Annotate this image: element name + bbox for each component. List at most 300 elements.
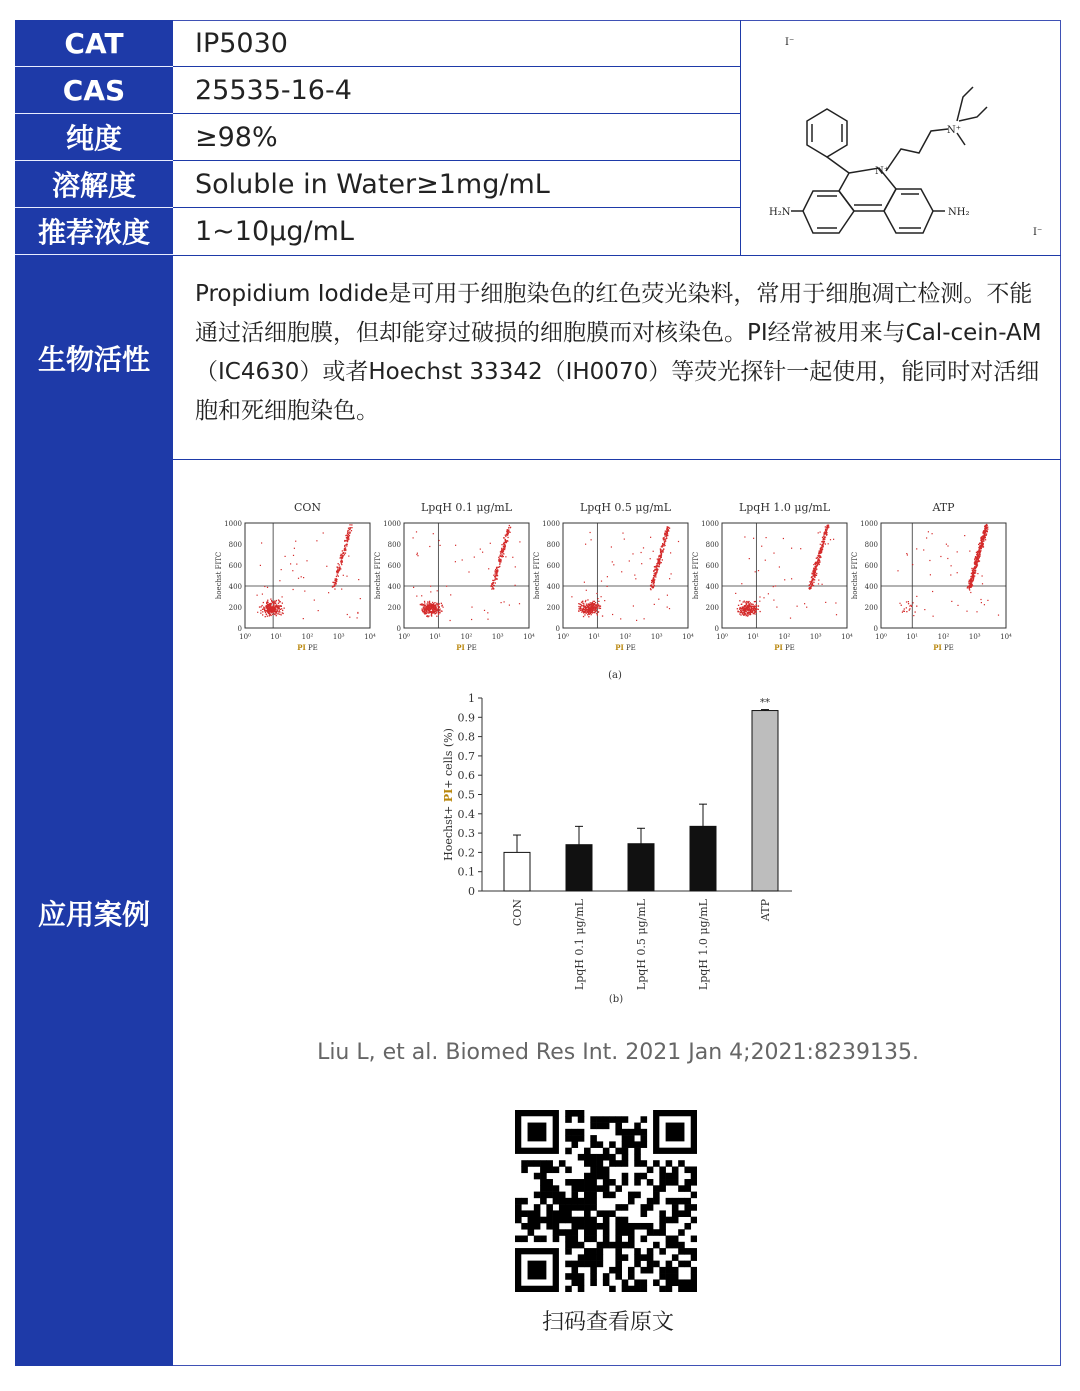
flow-dot (261, 542, 262, 543)
flow-dot (977, 573, 978, 574)
flow-dot (773, 600, 774, 601)
flow-dot (424, 602, 425, 603)
flow-dot (822, 549, 823, 550)
qr-module (609, 1267, 616, 1274)
flow-dot (977, 558, 978, 559)
flow-dot (753, 538, 754, 539)
flow-dot (790, 618, 791, 619)
flow-dot (653, 578, 654, 579)
flow-dot (500, 553, 501, 554)
flow-dot (817, 560, 818, 561)
qr-module (571, 1179, 578, 1186)
flow-dot (471, 619, 472, 620)
flow-dot (275, 613, 276, 614)
qr-module (559, 1192, 566, 1199)
flow-dot (813, 564, 814, 565)
flow-dot (579, 604, 580, 605)
flow-dot (822, 545, 823, 546)
flow-dot (809, 587, 810, 588)
flow-dot (747, 605, 748, 606)
qr-module (634, 1173, 641, 1180)
flow-dot (440, 610, 441, 611)
qr-modules (515, 1110, 697, 1292)
flow-dot (336, 576, 337, 577)
qr-module (666, 1160, 673, 1167)
qr-module (565, 1116, 572, 1123)
flow-dot (265, 616, 266, 617)
flow-dot (916, 548, 917, 549)
qr-module (615, 1223, 622, 1230)
qr-module (634, 1248, 641, 1255)
flow-dot (984, 604, 985, 605)
flow-dot (279, 600, 280, 601)
qr-module (615, 1129, 622, 1136)
flow-dot (740, 614, 741, 615)
flow-dot (450, 594, 451, 595)
flow-dot (818, 580, 819, 581)
flow-dot (435, 606, 436, 607)
qr-module (691, 1279, 697, 1286)
bar-ytick: 0.1 (457, 865, 475, 879)
flow-dot (758, 609, 759, 610)
flow-dot (591, 605, 592, 606)
flow-dot (274, 607, 275, 608)
flow-dot (826, 529, 827, 530)
flow-dot (929, 560, 930, 561)
flow-dot (753, 609, 754, 610)
qr-module (578, 1242, 585, 1249)
flow-dot (975, 557, 976, 558)
flow-dot (951, 601, 952, 602)
flow-dot (751, 604, 752, 605)
flow-dot (980, 542, 981, 543)
flow-dot (588, 616, 589, 617)
qr-module (666, 1173, 673, 1180)
flow-dot (340, 557, 341, 558)
flow-dot (278, 613, 279, 614)
qr-module (559, 1210, 566, 1217)
qr-module (597, 1173, 604, 1180)
qr-module (647, 1267, 654, 1274)
flow-dot (814, 573, 815, 574)
flow-dot (659, 564, 660, 565)
flow-dot (979, 545, 980, 546)
flow-dot (739, 611, 740, 612)
flow-dot (276, 610, 277, 611)
qr-code[interactable] (515, 1110, 697, 1292)
qr-module (565, 1135, 572, 1142)
flow-dot (742, 607, 743, 608)
qr-module (603, 1279, 610, 1286)
flow-dot (969, 583, 970, 584)
flow-dot (507, 534, 508, 535)
flow-dot (585, 600, 586, 601)
flow-dot (273, 605, 274, 606)
flow-dot (263, 602, 264, 603)
qr-module (666, 1217, 673, 1224)
flow-dot (349, 524, 350, 525)
flow-panel (692, 501, 853, 652)
qr-module (590, 1273, 597, 1280)
flow-xtick: 10¹ (429, 633, 442, 641)
flow-ytick: 0 (873, 625, 878, 633)
flow-panel-title: LpqH 0.1 μg/mL (420, 501, 513, 514)
flow-dot (812, 573, 813, 574)
qr-module (653, 1242, 660, 1249)
flow-dot (507, 537, 508, 538)
flow-dot (913, 615, 914, 616)
flow-ytick: 1000 (224, 520, 242, 528)
flow-dot (663, 539, 664, 540)
qr-module (691, 1217, 697, 1224)
qr-module (597, 1242, 604, 1249)
flow-dot (348, 534, 349, 535)
flow-dot (417, 553, 418, 554)
qr-module (659, 1185, 666, 1192)
flow-dot (582, 609, 583, 610)
flow-dot (492, 580, 493, 581)
qr-module (584, 1160, 591, 1167)
flow-dot (497, 578, 498, 579)
flow-dot (578, 606, 579, 607)
flow-dot (441, 605, 442, 606)
flow-dot (826, 525, 827, 526)
flow-dot (667, 607, 668, 608)
qr-module (590, 1116, 597, 1123)
qr-module (597, 1141, 604, 1148)
flow-dot (501, 549, 502, 550)
qr-module (534, 1223, 541, 1230)
flow-dot (583, 616, 584, 617)
flow-dot (755, 601, 756, 602)
flow-dot (594, 604, 595, 605)
flow-dot (822, 541, 823, 542)
flow-dot (811, 577, 812, 578)
flow-dot (584, 582, 585, 583)
bar-panel-label: (b) (608, 994, 624, 1005)
qr-module (684, 1210, 691, 1217)
flow-dot (426, 610, 427, 611)
flow-panel-frame (881, 523, 1006, 628)
flow-dot (426, 616, 427, 617)
flow-dot (586, 609, 587, 610)
flow-xtick: 10⁰ (557, 633, 569, 641)
qr-module (622, 1286, 629, 1292)
flow-dot (429, 546, 430, 547)
qr-module (584, 1248, 591, 1255)
flow-dot (430, 591, 431, 592)
qr-module (634, 1192, 641, 1199)
flow-dot (742, 612, 743, 613)
flow-dot (507, 532, 508, 533)
flow-dot (983, 539, 984, 540)
flow-dot (972, 574, 973, 575)
flow-dot (661, 562, 662, 563)
qr-module (565, 1210, 572, 1217)
qr-module (634, 1160, 641, 1167)
flow-ylabel: hoechst FITC (374, 551, 382, 600)
flow-dot (351, 527, 352, 528)
flow-dot (756, 605, 757, 606)
flow-dot (598, 611, 599, 612)
flow-dot (504, 548, 505, 549)
flow-dot (664, 545, 665, 546)
flow-dot (824, 538, 825, 539)
flow-dot (971, 586, 972, 587)
qr-module (578, 1154, 585, 1161)
flow-ytick: 600 (228, 562, 242, 570)
flow-dot (279, 580, 280, 581)
flow-dot (923, 549, 924, 550)
flow-dot (836, 614, 837, 615)
qr-module (659, 1273, 666, 1280)
flow-dot (499, 561, 500, 562)
qr-module (528, 1229, 535, 1236)
flow-dot (589, 610, 590, 611)
qr-module (578, 1198, 585, 1205)
qr-module (615, 1242, 622, 1249)
flow-dot (749, 606, 750, 607)
flow-dot (492, 584, 493, 585)
flow-dot (666, 532, 667, 533)
flow-ytick: 200 (864, 604, 878, 612)
qr-finder-core (528, 1261, 547, 1280)
flow-dot (349, 617, 350, 618)
flow-dot (596, 605, 597, 606)
flow-dot (981, 548, 982, 549)
flow-dot (423, 608, 424, 609)
flow-dot (582, 611, 583, 612)
qr-module (615, 1254, 622, 1261)
qr-module (678, 1160, 685, 1167)
bar-ylabel: Hoechst+ PI+ cells (%) (442, 728, 455, 861)
flow-dot (906, 601, 907, 602)
flow-dot (612, 561, 613, 562)
flow-dots (735, 525, 837, 619)
flow-dot (817, 555, 818, 556)
flow-dot (262, 614, 263, 615)
flow-dot (341, 589, 342, 590)
flow-dot (338, 563, 339, 564)
significance-label: ** (760, 697, 770, 709)
flow-dot (822, 537, 823, 538)
bar (752, 711, 778, 891)
qr-module (584, 1254, 591, 1261)
qr-module (553, 1185, 560, 1192)
flow-dot (421, 605, 422, 606)
bar-ytick: 0.8 (457, 730, 475, 744)
flow-dot (901, 605, 902, 606)
qr-module (565, 1204, 572, 1211)
flow-dot (666, 535, 667, 536)
flow-ytick: 200 (705, 604, 719, 612)
flow-dot (505, 556, 506, 557)
flow-dot (964, 535, 965, 536)
flow-dot (986, 533, 987, 534)
qr-module (584, 1173, 591, 1180)
flow-dot (503, 549, 504, 550)
flow-dot (663, 549, 664, 550)
qr-module (603, 1223, 610, 1230)
flow-dot (664, 542, 665, 543)
flow-dot (495, 570, 496, 571)
flow-dot (825, 543, 826, 544)
flow-dot (662, 545, 663, 546)
flow-dot (813, 575, 814, 576)
qr-module (590, 1123, 597, 1130)
qr-module (615, 1229, 622, 1236)
flow-dot (279, 601, 280, 602)
qr-module (528, 1223, 535, 1230)
qr-module (634, 1279, 641, 1286)
qr-module (628, 1129, 635, 1136)
flow-dot (957, 605, 958, 606)
flow-dot (425, 613, 426, 614)
flow-dot (435, 608, 436, 609)
qr-module (590, 1160, 597, 1167)
flow-dot (587, 614, 588, 615)
flow-dot (351, 524, 352, 525)
qr-module (578, 1286, 585, 1292)
qr-module (609, 1154, 616, 1161)
qr-module (691, 1254, 697, 1261)
flow-dot (810, 584, 811, 585)
qr-module (534, 1210, 541, 1217)
qr-module (622, 1179, 629, 1186)
qr-module (578, 1279, 585, 1286)
qr-module (590, 1204, 597, 1211)
flow-dot (653, 583, 654, 584)
flow-dot (633, 605, 634, 606)
flow-dot (348, 530, 349, 531)
qr-module (578, 1273, 585, 1280)
flow-dot (428, 615, 429, 616)
bar (566, 845, 592, 891)
iodide-top-label: I⁻ (785, 37, 795, 48)
flow-dot (596, 610, 597, 611)
flow-dot (668, 530, 669, 531)
flow-dot (752, 611, 753, 612)
flow-dot (571, 596, 572, 597)
flow-dot (491, 588, 492, 589)
flow-dot (421, 595, 422, 596)
flow-dot (284, 608, 285, 609)
flow-xtick: 10³ (332, 633, 345, 641)
flow-dot (501, 544, 502, 545)
flow-dot (971, 568, 972, 569)
qr-module (622, 1141, 629, 1148)
flow-dot (976, 567, 977, 568)
qr-module (559, 1217, 566, 1224)
flow-dot (493, 588, 494, 589)
qr-module (565, 1273, 572, 1280)
flow-dot (810, 581, 811, 582)
cat-value: IP5030 (173, 20, 740, 67)
qr-module (666, 1242, 673, 1249)
qr-module (609, 1179, 616, 1186)
flow-dot (509, 605, 510, 606)
flow-dot (474, 557, 475, 558)
qr-module (603, 1116, 610, 1123)
qr-module (615, 1116, 622, 1123)
flow-ytick: 1000 (860, 520, 878, 528)
qr-module (578, 1110, 585, 1117)
flow-ytick: 200 (387, 604, 401, 612)
flow-dot (906, 553, 907, 554)
flow-dot (428, 609, 429, 610)
flow-dot (265, 610, 266, 611)
qr-module (521, 1210, 528, 1217)
flow-ytick: 600 (387, 562, 401, 570)
flow-dot (360, 598, 361, 599)
flow-dot (487, 619, 488, 620)
flow-dot (281, 608, 282, 609)
flow-dot (818, 583, 819, 584)
flow-dot (977, 551, 978, 552)
flow-dot (509, 525, 510, 526)
flow-dot (979, 548, 980, 549)
flow-dot (337, 574, 338, 575)
flow-dot (833, 539, 834, 540)
flow-dot (296, 564, 297, 565)
flow-dot (735, 593, 736, 594)
flow-dot (579, 609, 580, 610)
qr-module (565, 1217, 572, 1224)
flow-dot (797, 606, 798, 607)
flow-dot (349, 527, 350, 528)
flow-dot (972, 576, 973, 577)
flow-dot (739, 608, 740, 609)
flow-dot (660, 550, 661, 551)
flow-dot (341, 564, 342, 565)
flow-dot (437, 609, 438, 610)
flow-dot (496, 573, 497, 574)
flow-dot (358, 579, 359, 580)
flow-dot (342, 550, 343, 551)
flow-dot (340, 568, 341, 569)
flow-dot (986, 524, 987, 525)
flow-dot (654, 573, 655, 574)
flow-ytick: 800 (228, 541, 242, 549)
qr-module (590, 1135, 597, 1142)
qr-module (628, 1229, 635, 1236)
flow-dot (746, 602, 747, 603)
flow-dot (636, 620, 637, 621)
qr-module (578, 1129, 585, 1136)
flow-dot (581, 605, 582, 606)
qr-module (672, 1279, 679, 1286)
flow-dot (635, 578, 636, 579)
qr-module (603, 1154, 610, 1161)
flow-dot (503, 545, 504, 546)
flow-dot (501, 554, 502, 555)
flow-xlabel: PI PE (933, 643, 954, 652)
flow-dot (897, 570, 898, 571)
qr-module (659, 1179, 666, 1186)
flow-dot (972, 573, 973, 574)
flow-dot (275, 603, 276, 604)
flow-dot (746, 601, 747, 602)
flow-dot (413, 587, 414, 588)
qr-module (546, 1179, 553, 1186)
qr-module (659, 1286, 666, 1292)
flow-dot (665, 536, 666, 537)
flow-dot (644, 618, 645, 619)
flow-dot (357, 617, 358, 618)
flow-dot (279, 611, 280, 612)
flow-dot (336, 581, 337, 582)
flow-dot (271, 611, 272, 612)
